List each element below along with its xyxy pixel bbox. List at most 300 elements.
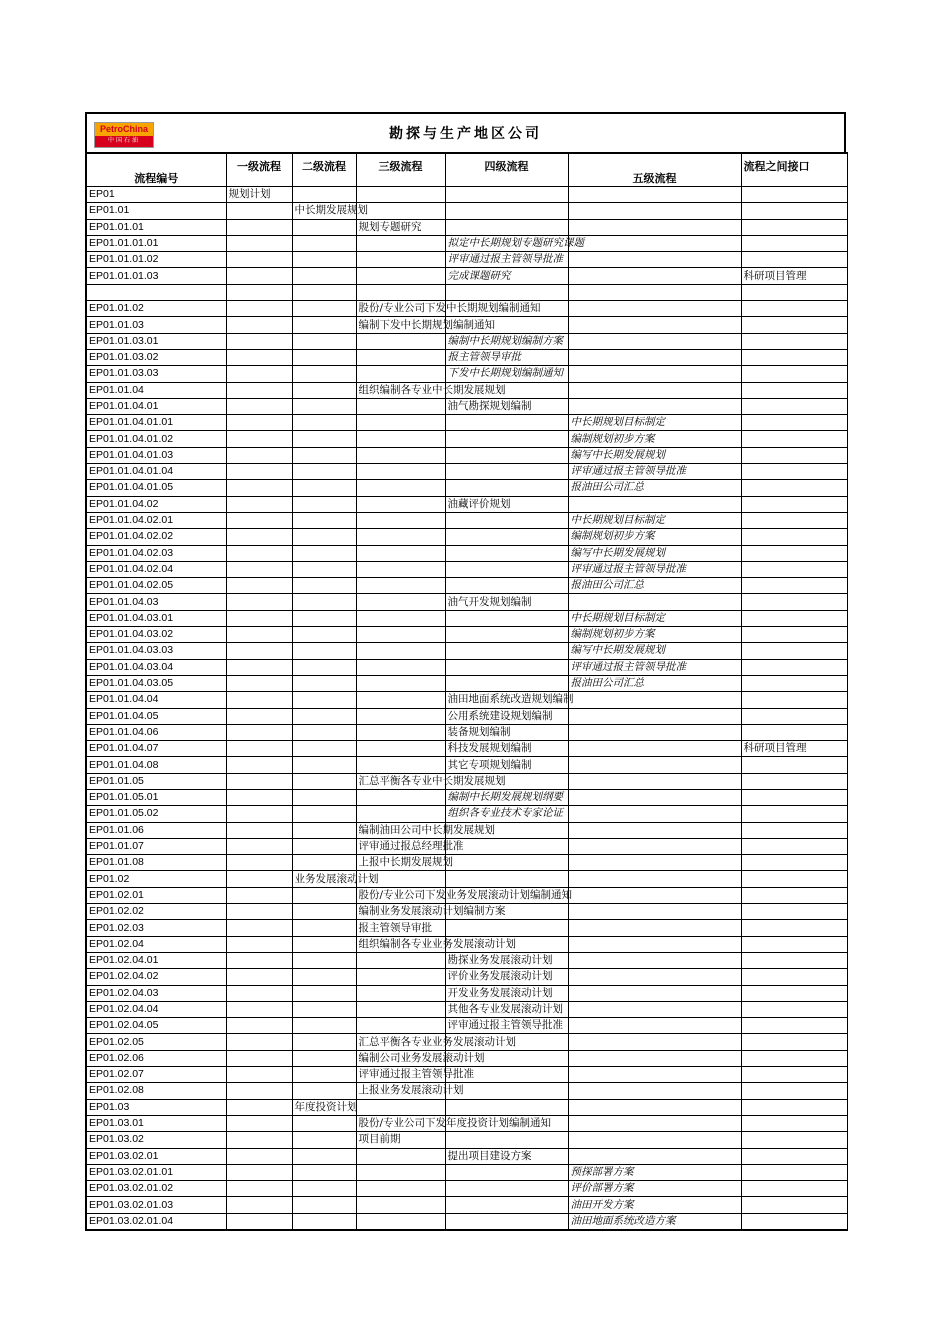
cell-level2 (292, 464, 356, 480)
cell-level4: 开发业务发展滚动计划 (445, 985, 568, 1001)
cell-level4: 评审通过报主管领导批准 (445, 252, 568, 268)
cell-level3: 上报中长期发展规划 (356, 855, 445, 871)
cell-level4 (445, 659, 568, 675)
cell-level3 (356, 366, 445, 382)
cell-interface (741, 333, 847, 349)
cell-level3 (356, 235, 445, 251)
col-header-interface: 流程之间接口 (741, 153, 847, 187)
cell-level1 (226, 529, 292, 545)
cell-level2 (292, 838, 356, 854)
cell-level2 (292, 235, 356, 251)
process-sheet (85, 112, 846, 1231)
cell-level4: 提出项目建设方案 (445, 1148, 568, 1164)
table-row (86, 1099, 847, 1115)
cell-level3: 评审通过报总经理批准 (356, 838, 445, 854)
table-row (86, 431, 847, 447)
table-row (86, 415, 847, 431)
cell-level5 (568, 969, 741, 985)
cell-code: EP01.02.04.01 (86, 952, 226, 968)
cell-level1 (226, 1099, 292, 1115)
cell-code: EP01.02.05 (86, 1034, 226, 1050)
table-row (86, 659, 847, 675)
cell-level5 (568, 284, 741, 300)
cell-level3: 股份/专业公司下发年度投资计划编制通知 (356, 1115, 445, 1131)
cell-level2 (292, 1067, 356, 1083)
cell-code: EP01.01.04.01.03 (86, 447, 226, 463)
cell-level3 (356, 464, 445, 480)
cell-level2 (292, 1001, 356, 1017)
table-row (86, 838, 847, 854)
cell-level1 (226, 301, 292, 317)
cell-level1 (226, 708, 292, 724)
table-row (86, 317, 847, 333)
cell-interface (741, 822, 847, 838)
cell-level1 (226, 268, 292, 284)
cell-level1 (226, 757, 292, 773)
cell-code: EP01.03.02.01.01 (86, 1164, 226, 1180)
table-row (86, 1197, 847, 1213)
cell-code: EP01.02.08 (86, 1083, 226, 1099)
cell-code: EP01.02.03 (86, 920, 226, 936)
cell-level5 (568, 789, 741, 805)
cell-level4: 评价业务发展滚动计划 (445, 969, 568, 985)
cell-level5: 预探部署方案 (568, 1164, 741, 1180)
cell-level1 (226, 985, 292, 1001)
cell-level4 (445, 578, 568, 594)
cell-code: EP01.01.06 (86, 822, 226, 838)
cell-level2 (292, 789, 356, 805)
cell-interface (741, 1018, 847, 1034)
cell-interface: 科研项目管理 (741, 741, 847, 757)
cell-code: EP01.01.04.03.03 (86, 643, 226, 659)
cell-level4 (445, 431, 568, 447)
cell-level2 (292, 969, 356, 985)
cell-level5: 评审通过报主管领导批准 (568, 659, 741, 675)
cell-level3 (356, 268, 445, 284)
cell-level1 (226, 284, 292, 300)
cell-level2 (292, 627, 356, 643)
cell-level2: 业务发展滚动计划 (292, 871, 356, 887)
cell-code: EP01.01.08 (86, 855, 226, 871)
cell-level2 (292, 1181, 356, 1197)
cell-level1 (226, 1050, 292, 1066)
cell-level4 (445, 1099, 568, 1115)
cell-interface (741, 382, 847, 398)
table-row (86, 692, 847, 708)
cell-interface (741, 838, 847, 854)
cell-interface (741, 252, 847, 268)
cell-interface (741, 936, 847, 952)
col-header-level2: 二级流程 (292, 153, 356, 187)
cell-level5: 中长期规划目标制定 (568, 610, 741, 626)
cell-level1 (226, 675, 292, 691)
cell-level5 (568, 773, 741, 789)
cell-level2 (292, 822, 356, 838)
cell-level5 (568, 252, 741, 268)
cell-level3 (356, 203, 445, 219)
table-row (86, 1067, 847, 1083)
cell-code: EP01.01.04.06 (86, 724, 226, 740)
table-row (86, 1083, 847, 1099)
table-row (86, 1132, 847, 1148)
cell-interface (741, 301, 847, 317)
cell-code: EP01.02.04.02 (86, 969, 226, 985)
table-row (86, 724, 847, 740)
cell-interface (741, 1181, 847, 1197)
cell-level5: 报油田公司汇总 (568, 480, 741, 496)
cell-level1 (226, 627, 292, 643)
cell-code: EP01.01.04.02.03 (86, 545, 226, 561)
table-row (86, 855, 847, 871)
cell-level2 (292, 659, 356, 675)
cell-level3: 股份/专业公司下发业务发展滚动计划编制通知 (356, 887, 445, 903)
table-row (86, 235, 847, 251)
cell-interface (741, 806, 847, 822)
cell-level4 (445, 219, 568, 235)
cell-interface (741, 480, 847, 496)
cell-level5 (568, 268, 741, 284)
cell-code: EP01.01.05.02 (86, 806, 226, 822)
cell-interface (741, 545, 847, 561)
cell-level3: 上报业务发展滚动计划 (356, 1083, 445, 1099)
cell-interface (741, 447, 847, 463)
cell-code: EP01 (86, 187, 226, 203)
table-row (86, 252, 847, 268)
cell-code: EP01.01.04.01.05 (86, 480, 226, 496)
table-row (86, 920, 847, 936)
cell-level1 (226, 382, 292, 398)
cell-level5: 中长期规划目标制定 (568, 512, 741, 528)
cell-level1 (226, 252, 292, 268)
cell-level1 (226, 1213, 292, 1230)
cell-level4 (445, 203, 568, 219)
cell-level5 (568, 806, 741, 822)
cell-level4: 其它专项规划编制 (445, 757, 568, 773)
process-table (85, 152, 848, 1231)
table-row (86, 398, 847, 414)
cell-level5 (568, 822, 741, 838)
cell-level4 (445, 627, 568, 643)
cell-level4: 完成课题研究 (445, 268, 568, 284)
table-row (86, 1164, 847, 1180)
cell-level1 (226, 333, 292, 349)
cell-level2 (292, 936, 356, 952)
cell-interface (741, 1148, 847, 1164)
cell-level2 (292, 252, 356, 268)
cell-level1 (226, 806, 292, 822)
cell-code: EP01.01.03.01 (86, 333, 226, 349)
cell-level2 (292, 398, 356, 414)
cell-level5: 编制规划初步方案 (568, 627, 741, 643)
cell-level3 (356, 659, 445, 675)
cell-code: EP01.02 (86, 871, 226, 887)
cell-level1 (226, 431, 292, 447)
cell-level4 (445, 284, 568, 300)
cell-interface (741, 1197, 847, 1213)
cell-level4 (445, 187, 568, 203)
cell-level3 (356, 708, 445, 724)
table-row (86, 871, 847, 887)
cell-level3 (356, 1164, 445, 1180)
cell-level3 (356, 578, 445, 594)
cell-level4: 拟定中长期规划专题研究课题 (445, 235, 568, 251)
cell-level3: 股份/专业公司下发中长期规划编制通知 (356, 301, 445, 317)
cell-level5: 编制规划初步方案 (568, 431, 741, 447)
cell-level3 (356, 349, 445, 365)
table-row (86, 447, 847, 463)
cell-level2 (292, 447, 356, 463)
cell-level1: 规划计划 (226, 187, 292, 203)
sheet-header (85, 112, 846, 152)
cell-interface (741, 724, 847, 740)
cell-level4: 评审通过报主管领导批准 (445, 1018, 568, 1034)
cell-level5: 评审通过报主管领导批准 (568, 464, 741, 480)
cell-level1 (226, 936, 292, 952)
table-row (86, 578, 847, 594)
cell-level2 (292, 708, 356, 724)
cell-level4 (445, 920, 568, 936)
cell-level5 (568, 219, 741, 235)
cell-level1 (226, 447, 292, 463)
cell-level5 (568, 382, 741, 398)
cell-interface (741, 985, 847, 1001)
cell-level3 (356, 1099, 445, 1115)
cell-level4: 编制中长期发展规划纲要 (445, 789, 568, 805)
cell-level2 (292, 187, 356, 203)
cell-level4 (445, 871, 568, 887)
cell-level4 (445, 855, 568, 871)
cell-level1 (226, 643, 292, 659)
col-header-level4: 四级流程 (445, 153, 568, 187)
cell-code: EP01.01.04.03.05 (86, 675, 226, 691)
cell-code: EP01.03.02.01.03 (86, 1197, 226, 1213)
logo-subtext: 中国石油 (95, 136, 153, 147)
cell-interface (741, 1213, 847, 1230)
cell-level1 (226, 561, 292, 577)
table-row (86, 545, 847, 561)
table-row (86, 301, 847, 317)
cell-level5 (568, 594, 741, 610)
cell-level1 (226, 610, 292, 626)
cell-level3 (356, 724, 445, 740)
cell-level5 (568, 724, 741, 740)
table-row (86, 610, 847, 626)
cell-level3 (356, 496, 445, 512)
cell-interface (741, 415, 847, 431)
cell-interface (741, 187, 847, 203)
cell-level5: 报油田公司汇总 (568, 675, 741, 691)
cell-level1 (226, 659, 292, 675)
table-row (86, 529, 847, 545)
cell-interface (741, 512, 847, 528)
cell-code: EP01.01.04.05 (86, 708, 226, 724)
table-row (86, 627, 847, 643)
cell-code: EP01.02.02 (86, 904, 226, 920)
cell-level4 (445, 643, 568, 659)
cell-level1 (226, 235, 292, 251)
table-row (86, 480, 847, 496)
cell-level5 (568, 1034, 741, 1050)
cell-level5 (568, 887, 741, 903)
cell-level1 (226, 838, 292, 854)
cell-level1 (226, 969, 292, 985)
cell-level3: 汇总平衡各专业业务发展滚动计划 (356, 1034, 445, 1050)
cell-level5: 评价部署方案 (568, 1181, 741, 1197)
cell-interface (741, 1083, 847, 1099)
cell-level1 (226, 1181, 292, 1197)
cell-level1 (226, 855, 292, 871)
cell-level2 (292, 806, 356, 822)
cell-level3: 报主管领导审批 (356, 920, 445, 936)
cell-level2 (292, 219, 356, 235)
cell-level4 (445, 1132, 568, 1148)
cell-level2 (292, 1050, 356, 1066)
cell-level4 (445, 610, 568, 626)
cell-level5 (568, 708, 741, 724)
cell-code: EP01.01.05 (86, 773, 226, 789)
cell-level5: 编写中长期发展规划 (568, 447, 741, 463)
cell-level2 (292, 952, 356, 968)
table-row (86, 512, 847, 528)
cell-code: EP01.01.05.01 (86, 789, 226, 805)
cell-code: EP01.01.03.02 (86, 349, 226, 365)
cell-interface (741, 1164, 847, 1180)
cell-interface (741, 675, 847, 691)
cell-level4: 下发中长期规划编制通知 (445, 366, 568, 382)
cell-level4: 报主管领导审批 (445, 349, 568, 365)
cell-code: EP01.01.04.02.02 (86, 529, 226, 545)
cell-interface (741, 594, 847, 610)
cell-level3 (356, 627, 445, 643)
cell-interface (741, 855, 847, 871)
cell-level2 (292, 333, 356, 349)
table-row (86, 187, 847, 203)
cell-level3 (356, 545, 445, 561)
cell-level1 (226, 366, 292, 382)
cell-code: EP01.01.04.03.04 (86, 659, 226, 675)
table-row (86, 1018, 847, 1034)
table-row (86, 1148, 847, 1164)
cell-level5 (568, 349, 741, 365)
cell-level3 (356, 675, 445, 691)
cell-level3: 规划专题研究 (356, 219, 445, 235)
cell-interface (741, 235, 847, 251)
cell-code: EP01.01.03.03 (86, 366, 226, 382)
cell-level1 (226, 1083, 292, 1099)
cell-level5: 编写中长期发展规划 (568, 545, 741, 561)
table-row (86, 1050, 847, 1066)
cell-level3: 编制业务发展滚动计划编制方案 (356, 904, 445, 920)
cell-code: EP01.03.02.01 (86, 1148, 226, 1164)
table-row (86, 773, 847, 789)
cell-level5 (568, 203, 741, 219)
cell-level3 (356, 969, 445, 985)
cell-level2 (292, 415, 356, 431)
cell-level4 (445, 675, 568, 691)
cell-level2 (292, 431, 356, 447)
cell-level3 (356, 480, 445, 496)
cell-level5 (568, 871, 741, 887)
cell-code (86, 284, 226, 300)
cell-level1 (226, 1115, 292, 1131)
cell-code: EP01.02.07 (86, 1067, 226, 1083)
cell-code: EP01.02.04.03 (86, 985, 226, 1001)
cell-code: EP01.03.02 (86, 1132, 226, 1148)
table-row (86, 382, 847, 398)
cell-level2 (292, 887, 356, 903)
table-row (86, 349, 847, 365)
table-row (86, 464, 847, 480)
cell-level3 (356, 1213, 445, 1230)
cell-level5 (568, 1018, 741, 1034)
cell-level4: 油气勘探规划编制 (445, 398, 568, 414)
cell-level1 (226, 1197, 292, 1213)
cell-level2: 年度投资计划 (292, 1099, 356, 1115)
cell-interface (741, 398, 847, 414)
cell-code: EP01.01.04.07 (86, 741, 226, 757)
table-row (86, 1213, 847, 1230)
cell-code: EP01.01.01.03 (86, 268, 226, 284)
cell-level4 (445, 447, 568, 463)
cell-level4 (445, 512, 568, 528)
cell-level2 (292, 1115, 356, 1131)
table-row (86, 594, 847, 610)
cell-level1 (226, 871, 292, 887)
cell-level1 (226, 317, 292, 333)
cell-level1 (226, 415, 292, 431)
cell-code: EP01.01.04.01.01 (86, 415, 226, 431)
cell-code: EP01.01.04.03.01 (86, 610, 226, 626)
col-header-level3: 三级流程 (356, 153, 445, 187)
cell-level2 (292, 741, 356, 757)
cell-level3 (356, 594, 445, 610)
cell-interface (741, 871, 847, 887)
cell-code: EP01.01.04.02.05 (86, 578, 226, 594)
cell-level2 (292, 382, 356, 398)
cell-level3 (356, 512, 445, 528)
cell-level1 (226, 464, 292, 480)
cell-code: EP01.01.04.01.02 (86, 431, 226, 447)
cell-level1 (226, 773, 292, 789)
cell-level2 (292, 480, 356, 496)
cell-level3 (356, 284, 445, 300)
cell-level3 (356, 1148, 445, 1164)
cell-level5: 报油田公司汇总 (568, 578, 741, 594)
cell-level1 (226, 512, 292, 528)
table-row (86, 1181, 847, 1197)
cell-level1 (226, 545, 292, 561)
cell-level3 (356, 692, 445, 708)
table-row (86, 561, 847, 577)
cell-level2 (292, 284, 356, 300)
cell-interface (741, 969, 847, 985)
cell-level2 (292, 610, 356, 626)
cell-level3: 编制公司业务发展滚动计划 (356, 1050, 445, 1066)
cell-level5 (568, 398, 741, 414)
cell-interface (741, 561, 847, 577)
cell-code: EP01.01.04.02.04 (86, 561, 226, 577)
cell-interface (741, 529, 847, 545)
cell-level3: 组织编制各专业中长期发展规划 (356, 382, 445, 398)
cell-interface (741, 952, 847, 968)
cell-level2 (292, 1083, 356, 1099)
cell-interface (741, 578, 847, 594)
cell-interface (741, 627, 847, 643)
cell-interface (741, 920, 847, 936)
cell-level5: 编写中长期发展规划 (568, 643, 741, 659)
cell-level3: 组织编制各专业业务发展滚动计划 (356, 936, 445, 952)
cell-level3: 编制油田公司中长期发展规划 (356, 822, 445, 838)
